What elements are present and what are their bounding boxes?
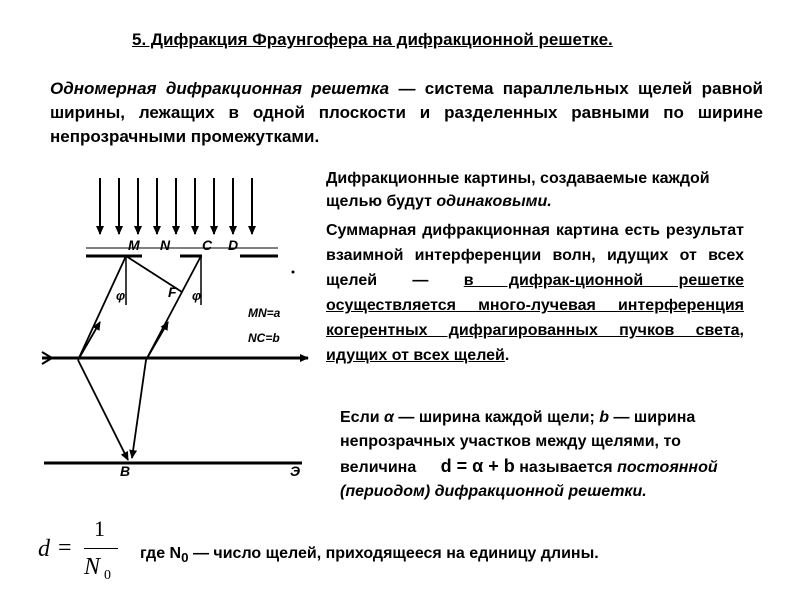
label-b: B: [120, 463, 131, 479]
paragraph-identical-patterns: Дифракционные картины, создаваемые каждой щелью будут одинаковыми.: [326, 170, 710, 210]
formula-numerator: 1: [94, 516, 105, 541]
label-phi-2: φ: [192, 288, 202, 303]
underlined-conclusion: в дифрак-ционной решетке осуществляется много-лучевая интерференция когерентных дифрагированных пучков света, идущих от всех щелей: [326, 272, 744, 364]
label-phi-1: φ: [116, 288, 126, 303]
identical-italic: одинаковыми.: [436, 193, 552, 210]
label-c: C: [202, 237, 213, 253]
period-term: постоянной (периодом) дифракционной решетки.: [340, 459, 718, 500]
incident-light-arrows: [100, 178, 252, 234]
label-nc: NC=b: [248, 331, 280, 345]
where-explanation: где $N_0$ — число щелей, приходящееся на единицу длины.: [140, 545, 599, 566]
period-fraction-formula: [36, 516, 146, 586]
label-f: F: [168, 284, 177, 300]
definition-text: — система параллельных щелей равной ширины, лежащих в одной плоскости и разделенных равными по ширине непрозрачными промежутками.: [50, 79, 763, 146]
symbol-alpha: α: [384, 409, 394, 426]
definition-term: Одномерная дифракционная решетка: [50, 79, 390, 98]
period-formula: d = α + b: [440, 456, 515, 476]
paragraph-grating-period: Если α — ширина каждой щели; b — ширина непрозрачных участков между щелями, то величина d = α + b называется постоянной (периодом) дифракционной решетки.: [340, 409, 718, 500]
paragraph-interference: Суммарная дифракционная картина есть результат взаимной интерференции волн, идущих от всех щелей — в дифрак-ционной решетке осуществляется много-лучевая интерференция когерентных дифрагированных пучков света, идущих от всех щелей.: [326, 222, 744, 364]
formula-denominator: N: [84, 554, 101, 580]
symbol-b: b: [599, 409, 610, 426]
formula-subscript: 0: [104, 568, 111, 583]
label-n: N: [160, 237, 171, 253]
definition-paragraph: [50, 77, 763, 149]
fraction-bar: [84, 548, 118, 549]
formula-equals: =: [58, 535, 72, 561]
page-title: 5. Дифракция Фраунгофера на дифракционной решетке.: [132, 30, 613, 49]
label-mn: MN=a: [248, 306, 281, 320]
formula-lhs: d: [38, 536, 50, 562]
label-e: Э: [290, 463, 301, 479]
label-m: M: [128, 237, 140, 253]
label-d: D: [228, 237, 239, 253]
diffraction-grating-diagram: [40, 170, 320, 490]
